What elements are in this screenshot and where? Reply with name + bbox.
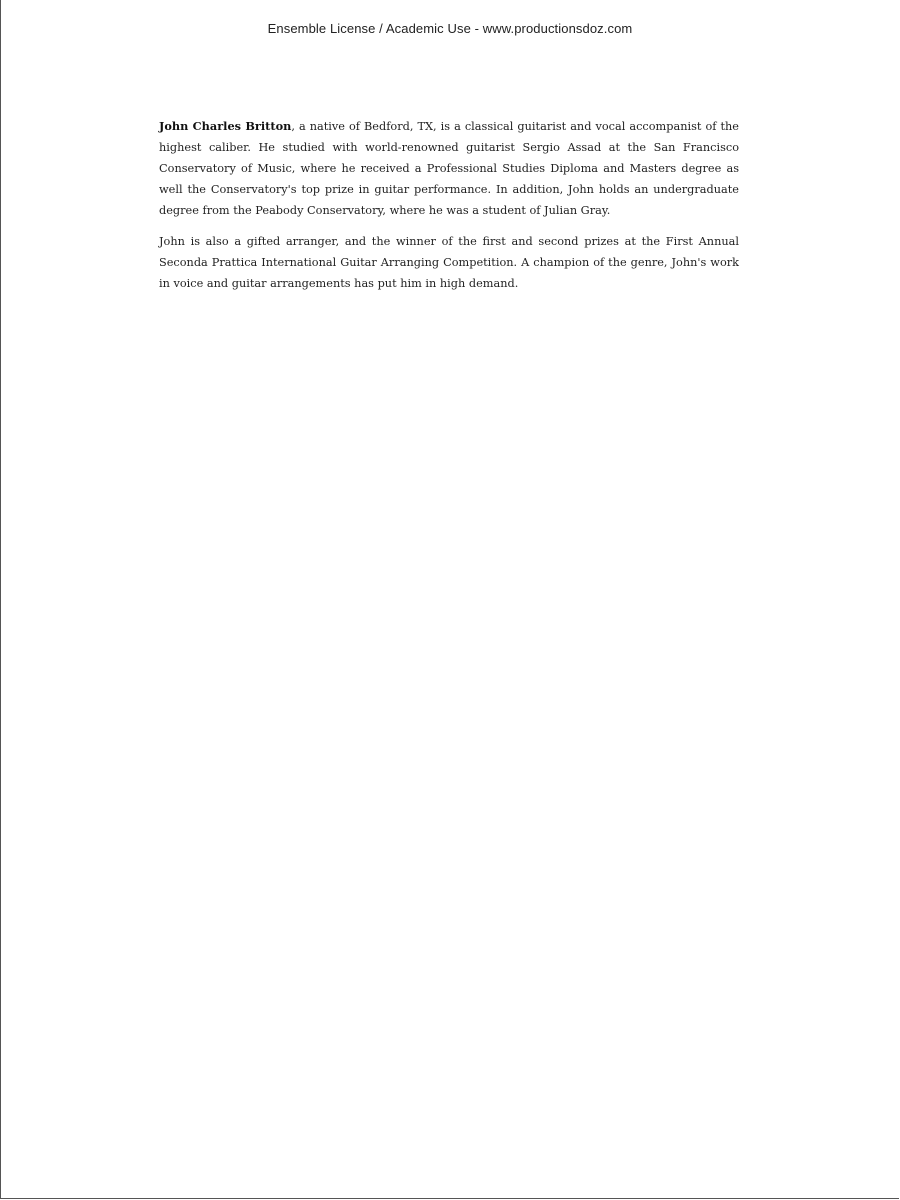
bio-name: John Charles Britton bbox=[159, 119, 292, 133]
bio-paragraph-1-text: , a native of Bedford, TX, is a classical guitarist and vocal accompanist of the highest caliber. He studied with world-renowned guitarist Sergio Assad at the San Francisco Conservatory of Music, where he received a Professional Studies Diploma and Masters degree as well the Conservatory's top prize in guitar performance. In addition, John holds an undergraduate degree from the Peabody Conservatory, where he was a student of Julian Gray. bbox=[159, 120, 739, 217]
bio-paragraph-1 bbox=[159, 116, 739, 221]
bio-paragraph-2: John is also a gifted arranger, and the winner of the first and second prizes at the First Annual Seconda Prattica International Guitar Arranging Competition. A champion of the genre, John's work in voice and guitar arrangements has put him in high demand. bbox=[159, 235, 739, 290]
biography bbox=[159, 116, 739, 304]
license-header: Ensemble License / Academic Use - www.productionsdoz.com bbox=[267, 21, 633, 36]
